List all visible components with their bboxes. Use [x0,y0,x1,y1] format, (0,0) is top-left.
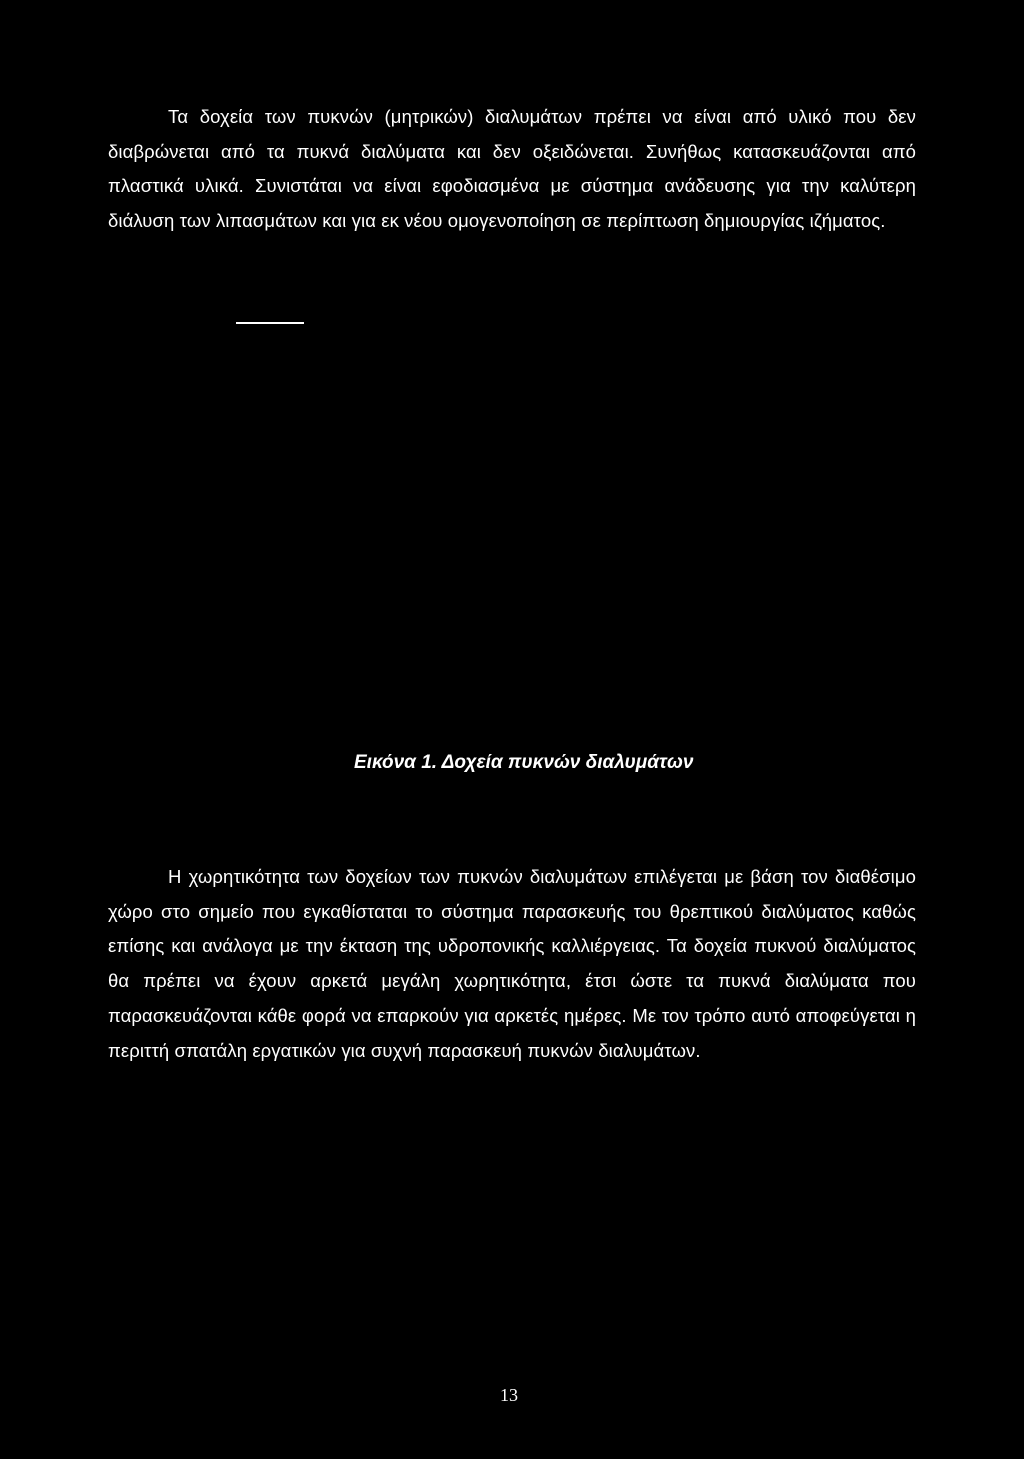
figure-caption: Εικόνα 1. Δοχεία πυκνών διαλυμάτων [354,752,694,773]
paragraph-containers-capacity: Η χωρητικότητα των δοχείων των πυκνών διαλυμάτων επιλέγεται με βάση τον διαθέσιμο χώρο στο σημείο που εγκαθίσταται το σύστημα παρασκευής του θρεπτικού διαλύματος καθώς επίσης και ανάλογα με την έκταση της υδροπονικής καλλιέργειας. Τα δοχεία πυκνού διαλύματος θα πρέπει να έχουν αρκετά μεγάλη χωρητικότητα, έτσι ώστε τα πυκνά διαλύματα που παρασκευάζονται κάθε φορά να επαρκούν για αρκετές ημέρες. Με τον τρόπο αυτό αποφεύγεται η περιττή σπατάλη εργατικών για συχνή παρασκευή πυκνών διαλυμάτων. [108,866,916,1061]
page-number: 13 [500,1385,518,1405]
paragraph-containers-material: Τα δοχεία των πυκνών (μητρικών) διαλυμάτων πρέπει να είναι από υλικό που δεν διαβρώνεται από τα πυκνά διαλύματα και δεν οξειδώνεται. Συνήθως κατασκευάζονται από πλαστικά υλικά. Συνιστάται να είναι εφοδιασμένα με σύστημα ανάδευσης για την καλύτερη διάλυση των λιπασμάτων και για εκ νέου ομογενοποίηση σε περίπτωση δημιουργίας ιζήματος. [108,106,916,232]
figure-placeholder-rule [236,322,304,324]
